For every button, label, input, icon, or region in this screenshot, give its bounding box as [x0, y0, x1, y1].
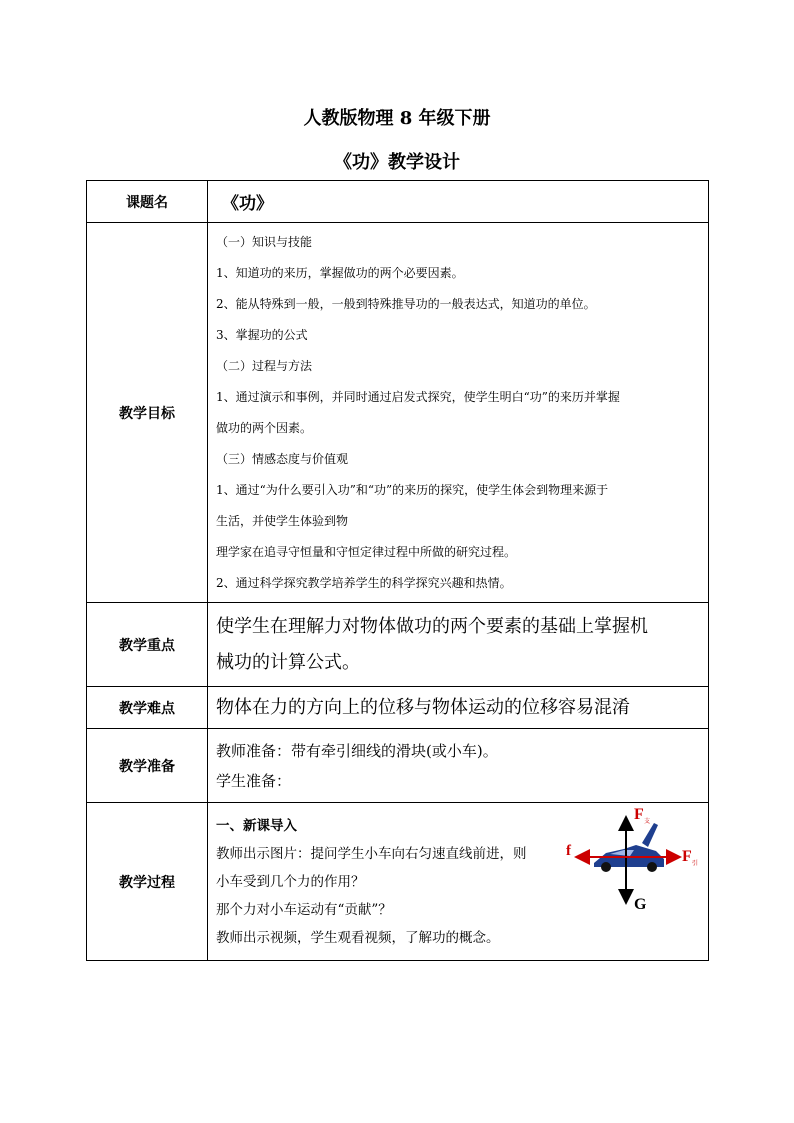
- process-line: 教师出示图片：提问学生小车向右匀速直线前进，则: [216, 845, 527, 862]
- topic-label: 课题名: [87, 181, 208, 223]
- goals-line: 2、通过科学探究教学培养学生的科学探究兴趣和热情。: [216, 575, 512, 590]
- key-line: 械功的计算公式。: [216, 651, 360, 673]
- goals-line: （一）知识与技能: [216, 234, 313, 249]
- pull-force-label: F: [682, 848, 692, 865]
- lesson-table: [86, 180, 709, 961]
- prep-label: 教学准备: [87, 729, 208, 803]
- support-force-label: F: [634, 806, 644, 823]
- goals-line: 做功的两个因素。: [216, 420, 313, 435]
- goals-line: 理学家在追寻守恒量和守恒定律过程中所做的研究过程。: [216, 544, 517, 559]
- goals-line: 3、掌握功的公式: [216, 327, 308, 342]
- support-force-sub: 支: [644, 818, 651, 825]
- process-label: 教学过程: [87, 803, 208, 961]
- friction-label: f: [566, 843, 571, 859]
- car-icon: [594, 823, 664, 872]
- topic-value: 《功》: [208, 181, 709, 223]
- goals-line: （二）过程与方法: [216, 358, 313, 373]
- gravity-label: G: [634, 896, 647, 913]
- prep-student: 学生准备：: [216, 771, 292, 790]
- row-key: [87, 603, 709, 687]
- row-topic: [87, 181, 709, 223]
- goals-line: 2、能从特殊到一般，一般到特殊推导功的一般表达式，知道功的单位。: [216, 296, 596, 311]
- doc-subtitle: 《功》教学设计: [334, 152, 460, 173]
- goals-line: （三）情感态度与价值观: [216, 451, 349, 466]
- row-prep: [87, 729, 709, 803]
- goals-label: 教学目标: [87, 223, 208, 603]
- key-label: 教学重点: [87, 603, 208, 687]
- process-section: 一、新课导入: [216, 817, 297, 834]
- doc-title: 人教版物理 8 年级下册: [303, 108, 491, 129]
- row-process: [87, 803, 709, 961]
- prep-teacher: 教师准备：带有牵引细线的滑块(或小车)。: [216, 741, 498, 760]
- difficulty-value: 物体在力的方向上的位移与物体运动的位移容易混淆: [208, 687, 709, 729]
- key-line: 使学生在理解力对物体做功的两个要素的基础上掌握机: [216, 615, 648, 637]
- goals-line: 1、知道功的来历，掌握做功的两个必要因素。: [216, 265, 464, 280]
- goals-content: [208, 223, 709, 603]
- difficulty-label: 教学难点: [87, 687, 208, 729]
- row-goals: [87, 223, 709, 603]
- row-difficulty: [87, 687, 709, 729]
- goals-line: 生活，并使学生体验到物: [216, 513, 349, 528]
- key-content: [208, 603, 709, 687]
- process-line: 教师出示视频，学生观看视频，了解功的概念。: [216, 929, 500, 946]
- process-content: [208, 803, 709, 961]
- process-line: 小车受到几个力的作用？: [216, 873, 365, 890]
- force-diagram: [564, 805, 704, 915]
- prep-content: [208, 729, 709, 803]
- goals-line: 1、通过演示和事例，并同时通过启发式探究，使学生明白“功”的来历并掌握: [216, 389, 620, 404]
- process-line: 那个力对小车运动有“贡献”？: [216, 901, 392, 918]
- pull-force-sub: 引: [692, 860, 699, 867]
- goals-line: 1、通过“为什么要引入功”和“功”的来历的探究，使学生体会到物理来源于: [216, 482, 609, 497]
